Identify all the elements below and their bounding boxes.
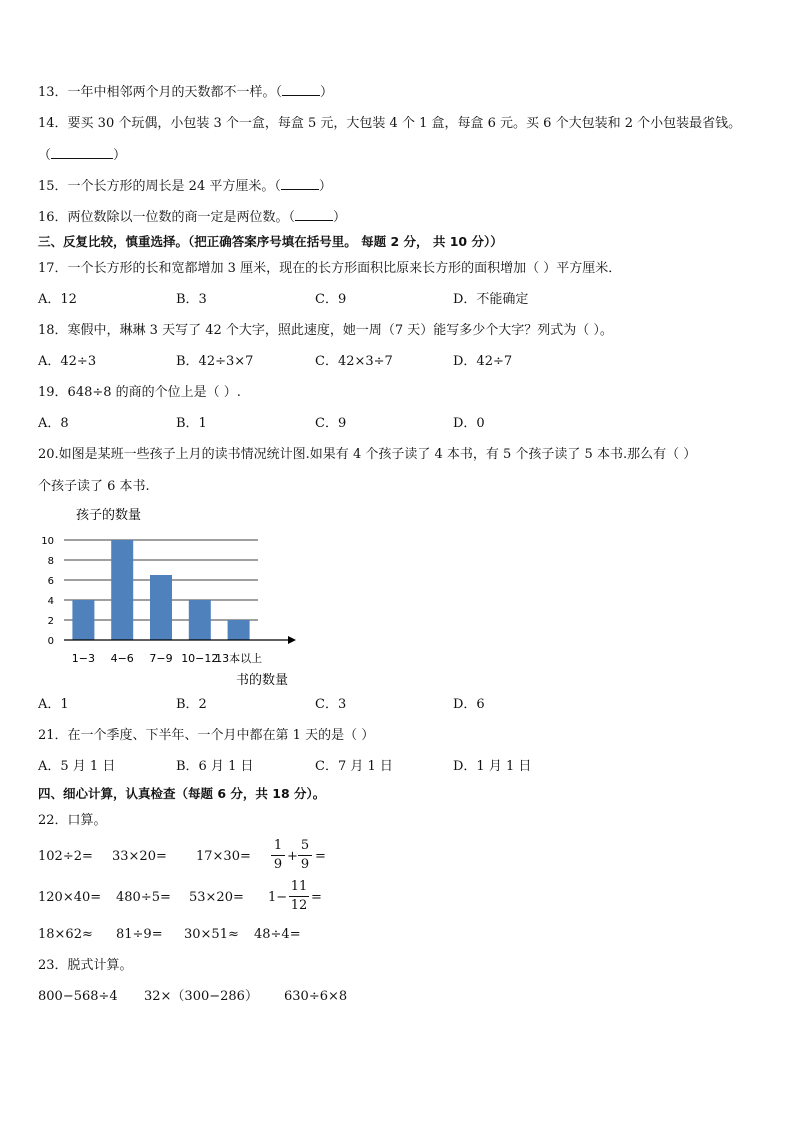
bracket: ） [320,85,334,100]
answer-blank[interactable] [282,83,320,96]
calc-item: 18×62≈ [38,927,93,942]
bar [150,575,172,640]
option-c[interactable]: C．9 [315,416,347,431]
option-a[interactable]: A．8 [38,416,69,431]
x-tick-label: 13本以上 [215,652,263,665]
bracket: （ [38,148,52,163]
option-d[interactable]: D．1 月 1 日 [453,759,532,774]
calc-item: 81÷9= [116,927,163,942]
question-20: 20.如图是某班一些孩子上月的读书情况统计图.如果有 4 个孩子读了 4 本书，有 5 个孩子读了 5 本书.那么有（ ） [38,447,697,462]
option-c[interactable]: C．7 月 1 日 [315,759,393,774]
fraction [289,879,309,914]
option-b[interactable]: B．2 [176,697,207,712]
section-3-heading: 三、反复比较，慎重选择。（把正确答案序号填在括号里。 每题 2 分， 共 10 分）） [38,234,503,249]
y-tick-label: 0 [47,636,54,647]
fraction [298,838,312,873]
answer-blank[interactable] [295,208,333,221]
bracket: ） [318,179,332,194]
y-tick-label: 2 [47,616,54,627]
question-18: 18．寒假中，琳琳 3 天写了 42 个大字，照此速度，她一周（7 天）能写多少个大字？列式为（ ）。 [38,323,613,338]
option-b[interactable]: B．3 [176,292,207,307]
question-22-title: 22．口算。 [38,813,107,828]
calc-item: 48÷4= [254,927,301,942]
question-19: 19．648÷8 的商的个位上是（ ）. [38,385,241,400]
question-14 [38,116,741,132]
question-20-line2: 个孩子读了 6 本书. [38,479,150,494]
calc-item: 800−568÷4 [38,989,118,1004]
bar [228,620,250,640]
question-15 [38,177,332,195]
denominator: 9 [273,857,283,872]
equals-sign: = [315,849,326,864]
x-tick-label: 7−9 [149,652,173,665]
x-tick-label: 4−6 [110,652,134,665]
option-a[interactable]: A．5 月 1 日 [38,759,116,774]
y-axis-label: 孩子的数量 [76,508,142,523]
answer-blank[interactable] [51,146,113,159]
x-axis-arrow [288,636,296,644]
x-tick-label: 1−3 [71,652,96,665]
bar [189,600,211,640]
y-tick-label: 10 [41,536,54,547]
y-tick-label: 6 [47,576,54,587]
question-17: 17．一个长方形的长和宽都增加 3 厘米，现在的长方形面积比原来长方形的面积增加（ ）平方厘米． [38,261,622,276]
equals-sign: = [311,890,322,905]
denominator: 12 [290,898,308,913]
option-a[interactable]: A．42÷3 [38,354,97,369]
answer-blank[interactable] [281,177,319,190]
option-b[interactable]: B．6 月 1 日 [176,759,254,774]
denominator: 9 [300,857,310,872]
calc-item: 1− [268,890,288,905]
question-23-title: 23．脱式计算。 [38,958,133,973]
question-13 [38,83,333,101]
calc-item: 53×20= [189,890,244,905]
calc-item: 32×（300−286） [144,989,258,1004]
section-4-heading: 四、细心计算，认真检查（每题 6 分，共 18 分）。 [38,786,326,801]
x-axis-label: 书的数量 [236,673,289,688]
calc-item: 630÷6×8 [284,989,348,1004]
bar [111,540,133,640]
option-c[interactable]: C．9 [315,292,347,307]
y-tick-label: 4 [47,596,54,607]
question-text: 13．一年中相邻两个月的天数都不一样。（ [38,85,283,100]
question-text: 16．两位数除以一位数的商一定是两位数。（ [38,210,296,225]
bar [72,600,94,640]
calc-item: 17×30= [196,849,251,864]
option-d[interactable]: D．6 [453,697,485,712]
option-a[interactable]: A．12 [38,292,77,307]
option-c[interactable]: C．3 [315,697,347,712]
option-d[interactable]: D．不能确定 [453,292,529,307]
question-14-answer [38,146,126,164]
numerator: 11 [290,879,308,894]
bracket: ） [333,210,347,225]
calc-item: 33×20= [112,849,167,864]
question-text: 14．要买 30 个玩偶，小包装 3 个一盒，每盒 5 元，大包装 4 个 1 盒，每盒 6 元。买 6 个大包装和 2 个小包装最省钱。 [38,116,742,131]
calc-item: 480÷5= [116,890,171,905]
bar-chart [36,500,316,695]
option-d[interactable]: D．0 [453,416,485,431]
option-a[interactable]: A．1 [38,697,69,712]
bracket: ） [113,148,127,163]
question-text: 15．一个长方形的周长是 24 平方厘米。（ [38,179,281,194]
y-tick-label: 8 [47,556,54,567]
question-16 [38,208,346,226]
x-tick-label: 10−12 [181,652,219,665]
fraction [271,838,285,873]
calc-item: 30×51≈ [184,927,239,942]
option-b[interactable]: B．1 [176,416,207,431]
option-d[interactable]: D．42÷7 [453,354,513,369]
question-21: 21．在一个季度、下半年、一个月中都在第 1 天的是（ ） [38,728,375,743]
calc-item: 120×40= [38,890,102,905]
calc-item: 102÷2= [38,849,93,864]
plus-sign: + [287,849,298,864]
numerator: 5 [300,838,310,853]
option-b[interactable]: B．42÷3×7 [176,354,254,369]
numerator: 1 [273,838,283,853]
option-c[interactable]: C．42×3÷7 [315,354,393,369]
